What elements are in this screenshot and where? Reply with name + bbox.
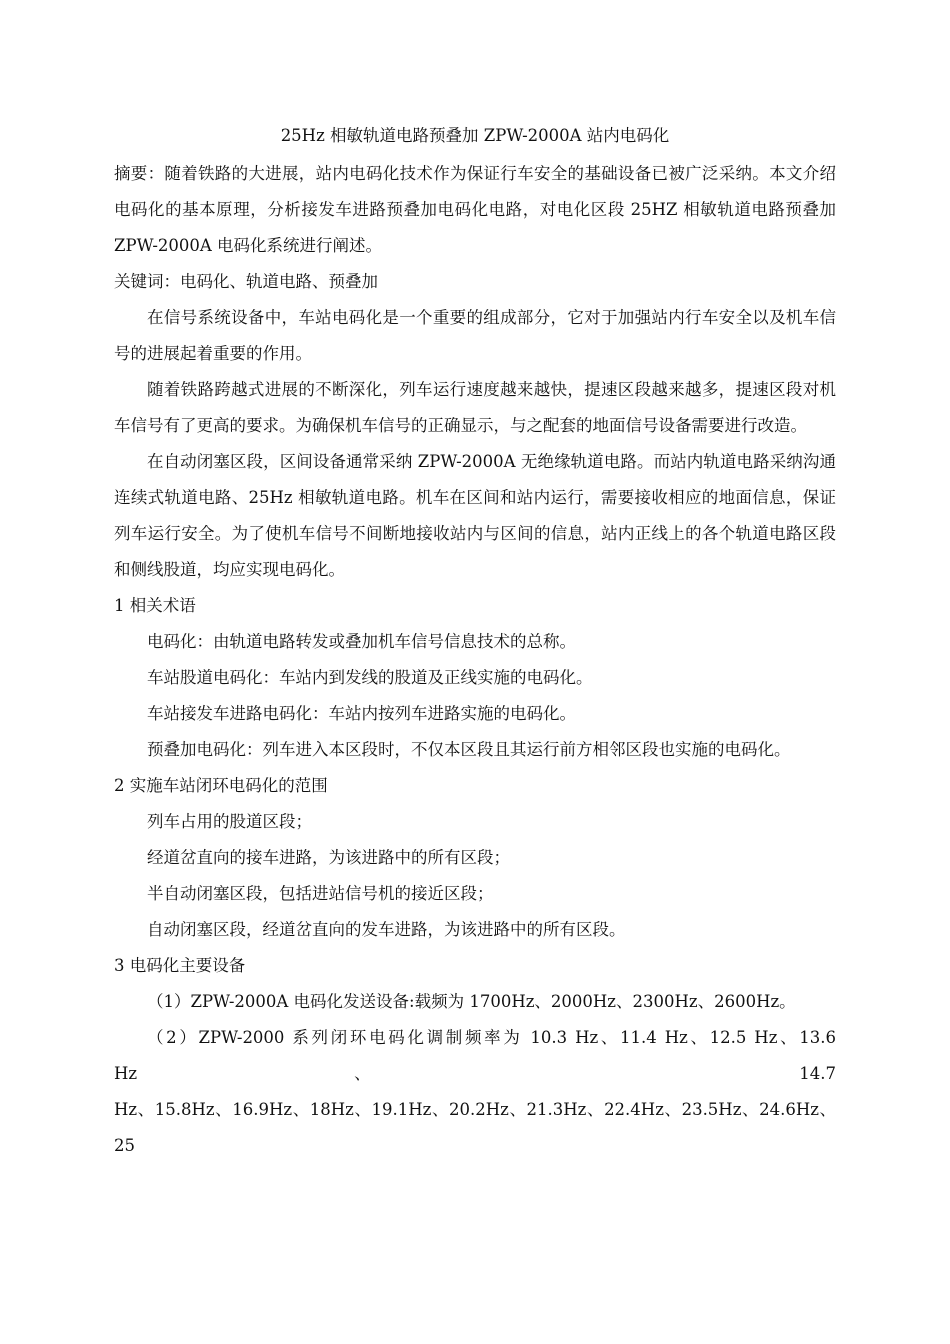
frequency-fragment-value: 14.7 xyxy=(799,1064,836,1083)
document-title: 25Hz 相敏轨道电路预叠加 ZPW-2000A 站内电码化 xyxy=(280,126,670,145)
scope-item-1: 列车占用的股道区段； xyxy=(147,812,312,831)
frequency-fragment-separator: 、 xyxy=(354,1064,583,1083)
section-3-heading: 3 电码化主要设备 xyxy=(114,956,246,975)
scope-item-3: 半自动闭塞区段，包括进站信号机的接近区段； xyxy=(147,884,494,903)
intro-paragraph-3: 在自动闭塞区段，区间设备通常采纳 ZPW-2000A 无绝缘轨道电路。而站内轨道电路采纳沟通连续式轨道电路、25Hz 相敏轨道电路。机车在区间和站内运行，需要接收相应的地面信息，保证列车运行安全。为了使机车信号不间断地接收站内与区间的信息，站内正线上的各个轨道电路区段和侧线股道，均应实现电码化。 xyxy=(114,452,836,579)
term-definition-3: 车站接发车进路电码化：车站内按列车进路实施的电码化。 xyxy=(147,704,576,723)
equipment-item-2-line-1: （2）ZPW-2000 系列闭环电码化调制频率为 10.3 Hz、11.4 Hz、12.5 Hz、13.6 xyxy=(147,1028,836,1047)
term-definition-1: 电码化：由轨道电路转发或叠加机车信号信息技术的总称。 xyxy=(147,632,576,651)
scope-item-4: 自动闭塞区段，经道岔直向的发车进路，为该进路中的所有区段。 xyxy=(147,920,626,939)
equipment-item-2-line-3: Hz、15.8Hz、16.9Hz、18Hz、19.1Hz、20.2Hz、21.3Hz、22.4Hz、23.5Hz、24.6Hz、25 xyxy=(114,1100,836,1155)
term-definition-4: 预叠加电码化：列车进入本区段时，不仅本区段且其运行前方相邻区段也实施的电码化。 xyxy=(147,740,791,759)
intro-paragraph-2: 随着铁路跨越式进展的不断深化，列车运行速度越来越快，提速区段越来越多，提速区段对机车信号有了更高的要求。为确保机车信号的正确显示，与之配套的地面信号设备需要进行改造。 xyxy=(114,380,836,435)
section-1-heading: 1 相关术语 xyxy=(114,596,196,615)
term-definition-2: 车站股道电码化：车站内到发线的股道及正线实施的电码化。 xyxy=(147,668,593,687)
document-body xyxy=(114,118,836,1164)
frequency-fragment-hz: Hz xyxy=(114,1064,138,1083)
equipment-item-2-line-2 xyxy=(114,1056,836,1092)
section-2-heading: 2 实施车站闭环电码化的范围 xyxy=(114,776,328,795)
abstract-paragraph: 摘要：随着铁路的大进展，站内电码化技术作为保证行车安全的基础设备已被广泛采纳。本文介绍电码化的基本原理，分析接发车进路预叠加电码化电路，对电化区段 25HZ 相敏轨道电路预叠加 ZPW-2000A 电码化系统进行阐述。 xyxy=(114,164,836,255)
equipment-item-1: （1）ZPW-2000A 电码化发送设备:载频为 1700Hz、2000Hz、2300Hz、2600Hz。 xyxy=(147,992,796,1011)
keywords-line: 关键词：电码化、轨道电路、预叠加 xyxy=(114,272,378,291)
intro-paragraph-1: 在信号系统设备中，车站电码化是一个重要的组成部分，它对于加强站内行车安全以及机车信号的进展起着重要的作用。 xyxy=(114,308,836,363)
scope-item-2: 经道岔直向的接车进路，为该进路中的所有区段； xyxy=(147,848,510,867)
